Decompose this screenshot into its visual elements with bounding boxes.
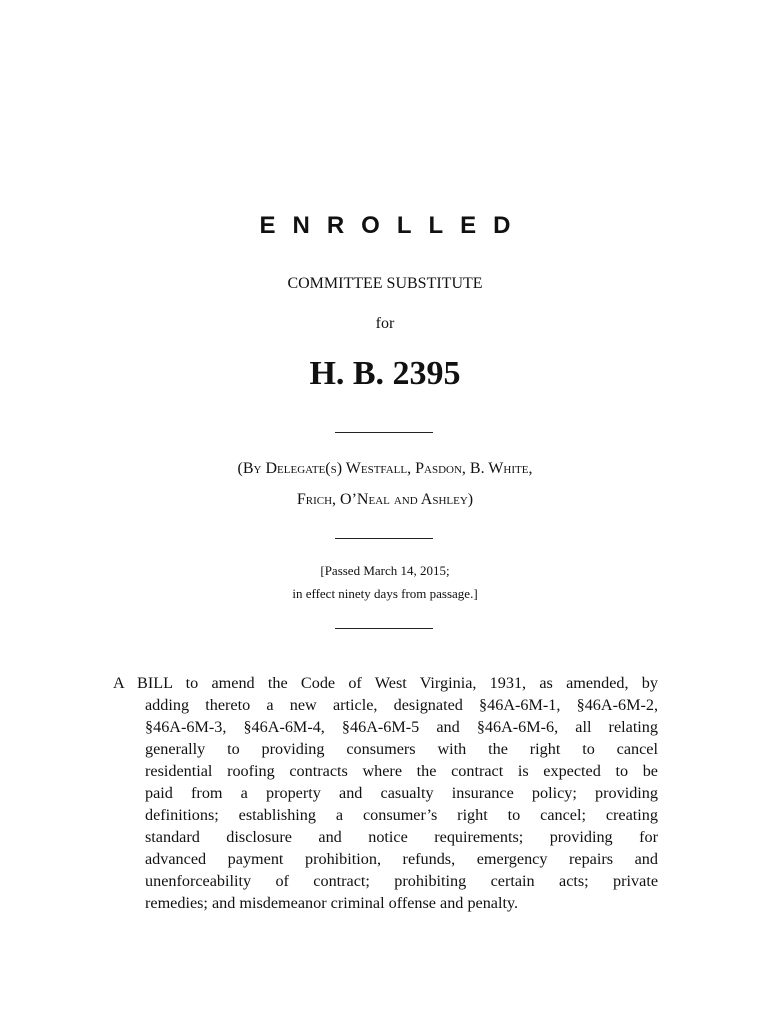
sponsors-line-1: (By Delegate(s) Westfall, Pasdon, B. White,	[237, 460, 533, 477]
bill-number: H. B. 2395	[309, 355, 461, 392]
bill-text-line: A BILL to amend the Code of West Virginia, 1931, as amended, by	[113, 674, 658, 692]
bill-text-line: §46A-6M-3, §46A-6M-4, §46A-6M-5 and §46A-6M-6, all relating	[145, 718, 658, 736]
passed-date: [Passed March 14, 2015;	[320, 563, 450, 578]
bill-text-line: unenforceability of contract; prohibiting certain acts; private	[145, 872, 658, 890]
committee-substitute-label: COMMITTEE SUBSTITUTE	[287, 275, 483, 292]
bill-text-line: standard disclosure and notice requirements; providing for	[145, 828, 658, 846]
bill-text-line: residential roofing contracts where the contract is expected to be	[145, 762, 658, 780]
divider-rule	[335, 432, 433, 433]
bill-text-line: advanced payment prohibition, refunds, emergency repairs and	[145, 850, 658, 868]
sponsors-line-2: Frich, O’Neal and Ashley)	[296, 491, 474, 508]
bill-text-line: paid from a property and casualty insurance policy; providing	[145, 784, 658, 802]
effective-date: in effect ninety days from passage.]	[292, 586, 478, 601]
bill-text-line: remedies; and misdemeanor criminal offense and penalty.	[145, 894, 519, 912]
bill-text-line: definitions; establishing a consumer’s right to cancel; creating	[145, 806, 658, 824]
bill-title-paragraph	[113, 672, 658, 914]
divider-rule	[335, 628, 433, 629]
bill-text-line: generally to providing consumers with the right to cancel	[145, 740, 658, 758]
bill-text-line: adding thereto a new article, designated §46A-6M-1, §46A-6M-2,	[145, 696, 658, 714]
for-label: for	[375, 315, 395, 332]
divider-rule	[335, 538, 433, 539]
enrolled-heading: ENROLLED	[259, 212, 528, 239]
